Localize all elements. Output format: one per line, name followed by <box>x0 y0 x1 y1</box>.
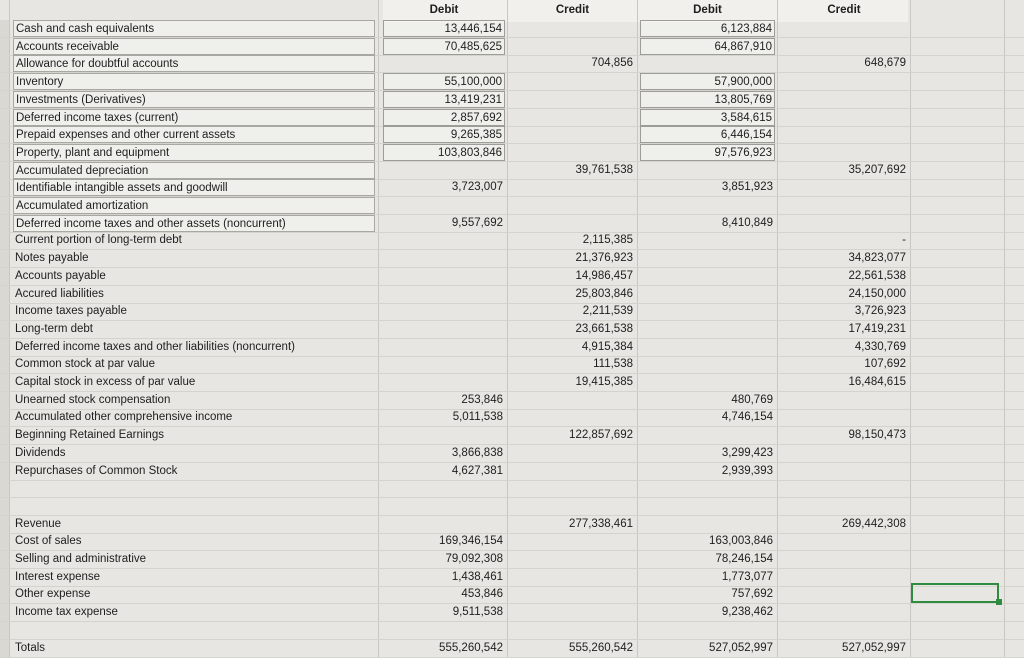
cell-credit-year1[interactable] <box>510 569 635 586</box>
account-label[interactable]: Selling and administrative <box>15 553 147 565</box>
cell-debit-year1[interactable]: 13,446,154 <box>383 20 505 37</box>
cell-debit-year2[interactable]: 9,238,462 <box>721 606 773 618</box>
cell-debit-year1[interactable]: 5,011,538 <box>452 411 503 423</box>
account-label[interactable]: Deferred income taxes (current) <box>13 109 375 126</box>
row-header[interactable] <box>0 179 9 196</box>
row-header[interactable] <box>0 268 9 285</box>
cell-credit-year2[interactable] <box>780 197 908 214</box>
cell-credit-year1[interactable] <box>510 533 635 550</box>
column-gridline <box>637 0 638 658</box>
cell-debit-year1[interactable]: 2,857,692 <box>383 109 505 126</box>
cell-debit-year1[interactable]: 3,866,838 <box>451 447 503 459</box>
account-label[interactable]: Income taxes payable <box>15 305 127 317</box>
row-header[interactable] <box>0 533 9 550</box>
cell-credit-year2[interactable] <box>780 533 908 550</box>
cell-credit-year2[interactable] <box>780 551 908 568</box>
account-label[interactable]: Investments (Derivatives) <box>13 91 375 108</box>
cell-debit-year1[interactable]: 3,723,007 <box>451 181 503 193</box>
cell-debit-year2[interactable] <box>640 250 775 267</box>
account-label[interactable] <box>13 480 375 497</box>
account-label[interactable]: Unearned stock compensation <box>15 394 171 406</box>
cell-credit-year2[interactable] <box>780 392 908 409</box>
cell-debit-year1[interactable] <box>383 303 505 320</box>
cell-debit-year1[interactable] <box>383 427 505 444</box>
column-gridline <box>777 0 778 658</box>
cell-debit-year2[interactable]: 527,052,997 <box>709 642 773 654</box>
cell-debit-year2[interactable] <box>640 427 775 444</box>
cell-credit-year1[interactable]: 2,211,539 <box>582 305 633 317</box>
row-header[interactable] <box>0 215 9 232</box>
row-header[interactable] <box>0 640 9 657</box>
cell-credit-year2[interactable] <box>780 604 908 621</box>
cell-debit-year1[interactable]: 453,846 <box>461 588 503 600</box>
cell-debit-year2[interactable]: 8,410,849 <box>721 217 773 229</box>
cell-debit-year1[interactable] <box>383 374 505 391</box>
account-label[interactable]: Inventory <box>13 73 375 90</box>
cell-debit-year1[interactable]: 9,511,538 <box>452 606 503 618</box>
row-header[interactable] <box>0 427 9 444</box>
account-label[interactable]: Prepaid expenses and other current assets <box>13 126 375 143</box>
cell-credit-year1[interactable]: 21,376,923 <box>575 252 633 264</box>
cell-credit-year1[interactable]: 19,415,385 <box>575 376 633 388</box>
cell-debit-year1[interactable]: 70,485,625 <box>383 38 505 55</box>
cell-credit-year1[interactable] <box>510 144 635 161</box>
cell-credit-year1[interactable] <box>510 179 635 196</box>
cell-debit-year1[interactable]: 55,100,000 <box>383 73 505 90</box>
account-label[interactable]: Common stock at par value <box>15 358 155 370</box>
cell-debit-year1[interactable]: 253,846 <box>461 394 503 406</box>
cell-debit-year2[interactable] <box>640 232 775 249</box>
row-header[interactable] <box>0 250 9 267</box>
header-credit-year2[interactable]: Credit <box>827 4 861 16</box>
cell-credit-year2[interactable] <box>780 109 908 126</box>
cell-credit-year1[interactable] <box>510 409 635 426</box>
row-header[interactable] <box>0 73 9 90</box>
row-header[interactable] <box>0 91 9 108</box>
cell-debit-year2[interactable]: 4,746,154 <box>721 411 773 423</box>
cell-debit-year2[interactable]: 57,900,000 <box>640 73 775 90</box>
account-label[interactable]: Beginning Retained Earnings <box>15 429 164 441</box>
account-label[interactable]: Allowance for doubtful accounts <box>13 55 375 72</box>
cell-credit-year2[interactable]: 269,442,308 <box>842 518 906 530</box>
cell-credit-year2[interactable] <box>780 622 908 639</box>
cell-credit-year1[interactable] <box>510 109 635 126</box>
cell-credit-year2[interactable] <box>780 215 908 232</box>
cell-debit-year2[interactable] <box>640 374 775 391</box>
cell-debit-year2[interactable]: 3,851,923 <box>721 181 773 193</box>
cell-debit-year2[interactable] <box>640 356 775 373</box>
cell-credit-year1[interactable] <box>510 215 635 232</box>
cell-debit-year2[interactable]: 480,769 <box>731 394 773 406</box>
cell-debit-year2[interactable]: 6,123,884 <box>640 20 775 37</box>
fill-handle[interactable] <box>996 599 1002 605</box>
account-label[interactable]: Cost of sales <box>15 535 82 547</box>
cell-debit-year2[interactable] <box>640 286 775 303</box>
cell-credit-year1[interactable] <box>510 604 635 621</box>
cell-credit-year1[interactable] <box>510 392 635 409</box>
cell-credit-year1[interactable] <box>510 73 635 90</box>
cell-debit-year1[interactable] <box>383 268 505 285</box>
cell-credit-year1[interactable] <box>510 498 635 515</box>
cell-credit-year2[interactable] <box>780 498 908 515</box>
selected-cell[interactable] <box>911 583 999 603</box>
account-label[interactable]: Interest expense <box>15 571 101 583</box>
cell-credit-year1[interactable] <box>510 586 635 603</box>
account-label[interactable]: Accured liabilities <box>15 288 104 300</box>
row-header[interactable] <box>0 445 9 462</box>
cell-credit-year2[interactable] <box>780 409 908 426</box>
cell-credit-year1[interactable] <box>510 20 635 37</box>
column-gridline <box>1004 0 1005 658</box>
account-label[interactable]: Accumulated amortization <box>13 197 375 214</box>
cell-debit-year1[interactable] <box>383 55 505 72</box>
cell-debit-year1[interactable] <box>383 339 505 356</box>
cell-debit-year2[interactable]: 757,692 <box>731 588 773 600</box>
cell-debit-year1[interactable]: 555,260,542 <box>439 642 503 654</box>
account-label[interactable]: Notes payable <box>15 252 89 264</box>
cell-credit-year2[interactable] <box>780 179 908 196</box>
row-header[interactable] <box>0 126 9 143</box>
cell-credit-year1[interactable]: 14,986,457 <box>575 270 633 282</box>
row-header[interactable] <box>0 197 9 214</box>
row-header[interactable] <box>0 144 9 161</box>
row-header[interactable] <box>0 20 9 37</box>
account-label[interactable]: Accumulated depreciation <box>13 162 375 179</box>
cell-debit-year1[interactable]: 13,419,231 <box>383 91 505 108</box>
cell-credit-year1[interactable] <box>510 551 635 568</box>
row-header[interactable] <box>0 321 9 338</box>
cell-credit-year1[interactable]: 25,803,846 <box>575 288 633 300</box>
row-header[interactable] <box>0 38 9 55</box>
row-header[interactable] <box>0 604 9 621</box>
cell-debit-year1[interactable] <box>383 286 505 303</box>
cell-debit-year2[interactable]: 64,867,910 <box>640 38 775 55</box>
row-header[interactable] <box>0 622 9 639</box>
cell-debit-year1[interactable]: 103,803,846 <box>383 144 505 161</box>
column-gridline <box>378 0 379 658</box>
account-label[interactable]: Other expense <box>15 588 91 600</box>
cell-credit-year2[interactable] <box>780 126 908 143</box>
row-header[interactable] <box>0 109 9 126</box>
cell-credit-year1[interactable] <box>510 197 635 214</box>
cell-credit-year2[interactable]: 35,207,692 <box>848 164 906 176</box>
cell-credit-year1[interactable] <box>510 126 635 143</box>
cell-credit-year2[interactable]: 527,052,997 <box>842 642 906 654</box>
cell-debit-year1[interactable]: 169,346,154 <box>439 535 503 547</box>
cell-credit-year1[interactable]: 39,761,538 <box>575 164 633 176</box>
account-label[interactable] <box>13 498 375 515</box>
cell-credit-year2[interactable]: 98,150,473 <box>848 429 906 441</box>
account-label[interactable]: Totals <box>15 642 46 654</box>
account-label[interactable]: Repurchases of Common Stock <box>15 465 178 477</box>
cell-debit-year1[interactable]: 9,265,385 <box>383 126 505 143</box>
cell-debit-year1[interactable]: 1,438,461 <box>451 571 503 583</box>
cell-credit-year2[interactable] <box>780 91 908 108</box>
cell-debit-year1[interactable] <box>383 232 505 249</box>
cell-debit-year1[interactable]: 79,092,308 <box>445 553 503 565</box>
cell-debit-year2[interactable]: 3,584,615 <box>640 109 775 126</box>
cell-debit-year1[interactable] <box>383 162 505 179</box>
cell-credit-year1[interactable]: 122,857,692 <box>569 429 633 441</box>
cell-debit-year2[interactable]: 78,246,154 <box>715 553 773 565</box>
cell-credit-year2[interactable]: 34,823,077 <box>848 252 906 264</box>
row-header[interactable] <box>0 55 9 72</box>
account-label[interactable]: Deferred income taxes and other liabilities (noncurrent) <box>15 341 295 353</box>
cell-credit-year1[interactable]: 111,538 <box>593 358 633 370</box>
row-header[interactable] <box>0 586 9 603</box>
cell-credit-year2[interactable]: 16,484,615 <box>848 376 906 388</box>
cell-debit-year2[interactable]: 3,299,423 <box>721 447 773 459</box>
account-label[interactable]: Accounts payable <box>15 270 106 282</box>
column-gridline <box>507 0 508 658</box>
cell-credit-year2[interactable] <box>780 144 908 161</box>
header-debit-year2[interactable]: Debit <box>693 4 722 16</box>
cell-debit-year2[interactable] <box>640 268 775 285</box>
cell-debit-year1[interactable]: 4,627,381 <box>451 465 503 477</box>
cell-debit-year2[interactable]: 97,576,923 <box>640 144 775 161</box>
header-credit-year1[interactable]: Credit <box>555 4 590 16</box>
account-label[interactable]: Current portion of long-term debt <box>15 234 182 246</box>
column-gridline <box>9 0 10 658</box>
cell-credit-year1[interactable]: 277,338,461 <box>569 518 633 530</box>
account-label[interactable] <box>13 622 375 639</box>
account-label[interactable]: Accounts receivable <box>13 38 375 55</box>
account-label[interactable]: Dividends <box>15 447 66 459</box>
cell-debit-year2[interactable] <box>640 162 775 179</box>
cell-credit-year2[interactable] <box>780 38 908 55</box>
cell-debit-year1[interactable] <box>383 356 505 373</box>
cell-credit-year2[interactable] <box>780 463 908 480</box>
cell-debit-year2[interactable] <box>640 303 775 320</box>
row-header[interactable] <box>0 374 9 391</box>
cell-credit-year2[interactable]: - <box>902 234 906 246</box>
cell-credit-year2[interactable] <box>780 586 908 603</box>
cell-debit-year2[interactable] <box>640 480 775 497</box>
header-debit-year1[interactable]: Debit <box>429 4 459 16</box>
cell-credit-year1[interactable] <box>510 38 635 55</box>
row-header[interactable] <box>0 162 9 179</box>
account-label[interactable]: Revenue <box>15 518 62 530</box>
cell-debit-year2[interactable]: 1,773,077 <box>721 571 773 583</box>
cell-debit-year1[interactable]: 9,557,692 <box>451 217 503 229</box>
cell-credit-year2[interactable]: 22,561,538 <box>848 270 906 282</box>
row-header[interactable] <box>0 303 9 320</box>
account-label[interactable]: Cash and cash equivalents <box>13 20 375 37</box>
cell-credit-year2[interactable]: 648,679 <box>864 57 906 69</box>
cell-credit-year2[interactable]: 4,330,769 <box>854 341 906 353</box>
cell-credit-year1[interactable] <box>510 480 635 497</box>
cell-credit-year1[interactable]: 2,115,385 <box>582 234 633 246</box>
cell-debit-year2[interactable] <box>640 516 775 533</box>
row-header[interactable] <box>0 286 9 303</box>
row-header[interactable] <box>0 463 9 480</box>
row-header[interactable] <box>0 339 9 356</box>
cell-debit-year1[interactable] <box>383 250 505 267</box>
account-label[interactable]: Identifiable intangible assets and goodwill <box>13 179 375 196</box>
cell-debit-year1[interactable] <box>383 498 505 515</box>
cell-credit-year1[interactable]: 704,856 <box>591 57 633 69</box>
account-label[interactable]: Capital stock in excess of par value <box>15 376 196 388</box>
account-label[interactable]: Accumulated other comprehensive income <box>15 411 233 423</box>
cell-debit-year1[interactable] <box>383 516 505 533</box>
cell-credit-year1[interactable]: 4,915,384 <box>581 341 633 353</box>
cell-debit-year2[interactable]: 163,003,846 <box>709 535 773 547</box>
cell-debit-year2[interactable]: 2,939,393 <box>721 465 773 477</box>
account-label[interactable]: Income tax expense <box>15 606 118 618</box>
account-label[interactable]: Property, plant and equipment <box>13 144 375 161</box>
cell-debit-year2[interactable] <box>640 197 775 214</box>
cell-credit-year1[interactable]: 23,661,538 <box>575 323 633 335</box>
cell-debit-year1[interactable] <box>383 197 505 214</box>
cell-credit-year2[interactable] <box>780 480 908 497</box>
cell-debit-year2[interactable]: 6,446,154 <box>640 126 775 143</box>
cell-credit-year2[interactable] <box>780 445 908 462</box>
cell-debit-year1[interactable] <box>383 321 505 338</box>
column-gridline <box>910 0 911 658</box>
account-label[interactable]: Deferred income taxes and other assets (noncurrent) <box>13 215 375 232</box>
cell-debit-year2[interactable]: 13,805,769 <box>640 91 775 108</box>
cell-credit-year2[interactable]: 24,150,000 <box>848 288 906 300</box>
cell-debit-year2[interactable] <box>640 622 775 639</box>
cell-credit-year2[interactable] <box>780 20 908 37</box>
cell-debit-year2[interactable] <box>640 55 775 72</box>
cell-credit-year1[interactable] <box>510 91 635 108</box>
cell-credit-year1[interactable] <box>510 445 635 462</box>
row-header[interactable] <box>0 232 9 249</box>
cell-credit-year1[interactable]: 555,260,542 <box>569 642 633 654</box>
row-header[interactable] <box>0 356 9 373</box>
cell-credit-year1[interactable] <box>510 463 635 480</box>
row-header[interactable] <box>0 551 9 568</box>
account-label[interactable]: Long-term debt <box>15 323 93 335</box>
row-header[interactable] <box>0 498 9 515</box>
cell-credit-year2[interactable]: 17,419,231 <box>848 323 906 335</box>
row-header[interactable] <box>0 516 9 533</box>
cell-debit-year1[interactable] <box>383 622 505 639</box>
cell-debit-year1[interactable] <box>383 480 505 497</box>
row-header[interactable] <box>0 392 9 409</box>
cell-credit-year1[interactable] <box>510 622 635 639</box>
cell-debit-year2[interactable] <box>640 498 775 515</box>
row-header[interactable] <box>0 480 9 497</box>
cell-credit-year2[interactable]: 3,726,923 <box>854 305 906 317</box>
cell-credit-year2[interactable]: 107,692 <box>864 358 906 370</box>
cell-credit-year2[interactable] <box>780 73 908 90</box>
row-header[interactable] <box>0 569 9 586</box>
cell-credit-year2[interactable] <box>780 569 908 586</box>
cell-debit-year2[interactable] <box>640 339 775 356</box>
row-header[interactable] <box>0 409 9 426</box>
cell-debit-year2[interactable] <box>640 321 775 338</box>
